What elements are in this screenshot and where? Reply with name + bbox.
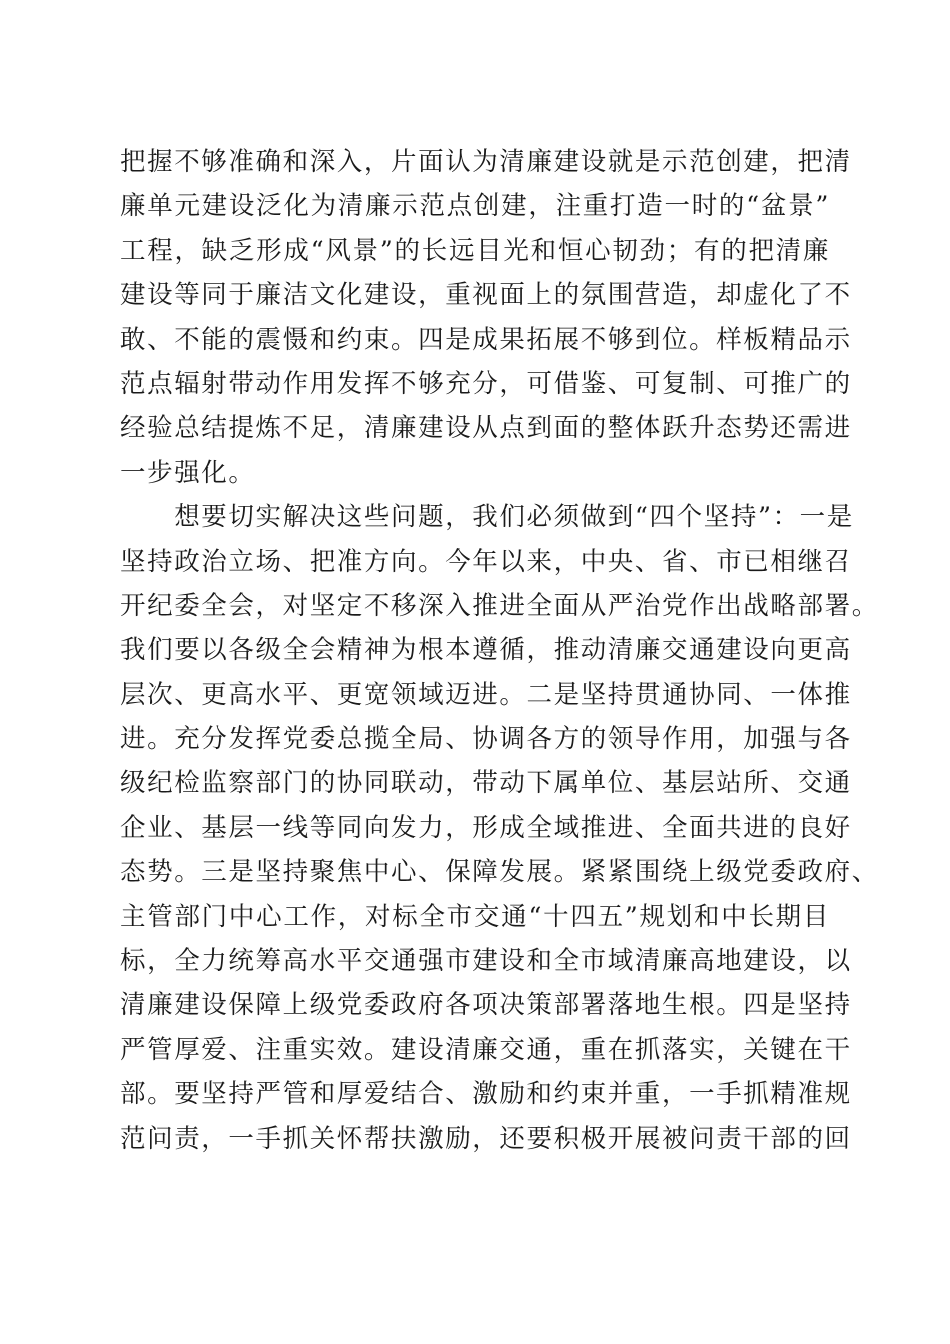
text-line: 建设等同于廉洁文化建设，重视面上的氛围营造，却虚化了不 (120, 280, 852, 311)
text-line: 敢、不能的震慑和约束。四是成果拓展不够到位。样板精品示 (120, 324, 852, 355)
text-line: 经验总结提炼不足，清廉建设从点到面的整体跃升态势还需进 (120, 413, 852, 444)
text-line: 开纪委全会，对坚定不移深入推进全面从严治党作出战略部署。 (120, 590, 879, 621)
text-line: 级纪检监察部门的协同联动，带动下属单位、基层站所、交通 (120, 768, 852, 799)
text-line: 廉单元建设泛化为清廉示范点创建，注重打造一时的“盆景” (120, 191, 830, 222)
text-line: 部。要坚持严管和厚爱结合、激励和约束并重，一手抓精准规 (120, 1079, 852, 1110)
body-text (120, 140, 879, 1161)
text-line: 清廉建设保障上级党委政府各项决策部署落地生根。四是坚持 (120, 990, 852, 1021)
text-line: 工程，缺乏形成“风景”的长远目光和恒心韧劲；有的把清廉 (120, 235, 830, 266)
text-line: 把握不够准确和深入，片面认为清廉建设就是示范创建，把清 (120, 147, 852, 177)
text-line: 层次、更高水平、更宽领域迈进。二是坚持贯通协同、一体推 (120, 679, 852, 710)
text-line: 主管部门中心工作，对标全市交通“十四五”规划和中长期目 (120, 901, 830, 932)
text-line: 一步强化。 (120, 457, 256, 488)
text-line: 我们要以各级全会精神为根本遵循，推动清廉交通建设向更高 (120, 635, 852, 666)
text-line: 坚持政治立场、把准方向。今年以来，中央、省、市已相继召 (120, 546, 852, 577)
text-line: 范点辐射带动作用发挥不够充分，可借鉴、可复制、可推广的 (120, 368, 852, 399)
text-line: 态势。三是坚持聚焦中心、保障发展。紧紧围绕上级党委政府、 (120, 857, 879, 888)
text-line: 进。充分发挥党委总揽全局、协调各方的领导作用，加强与各 (120, 724, 852, 755)
text-line: 企业、基层一线等同向发力，形成全域推进、全面共进的良好 (120, 812, 852, 843)
text-line: 严管厚爱、注重实效。建设清廉交通，重在抓落实，关键在干 (120, 1034, 852, 1065)
text-line: 想要切实解决这些问题，我们必须做到“四个坚持”：一是 (120, 502, 854, 533)
text-line: 范问责，一手抓关怀帮扶激励，还要积极开展被问责干部的回 (120, 1123, 852, 1154)
text-line: 标，全力统筹高水平交通强市建设和全市域清廉高地建设，以 (120, 946, 852, 977)
